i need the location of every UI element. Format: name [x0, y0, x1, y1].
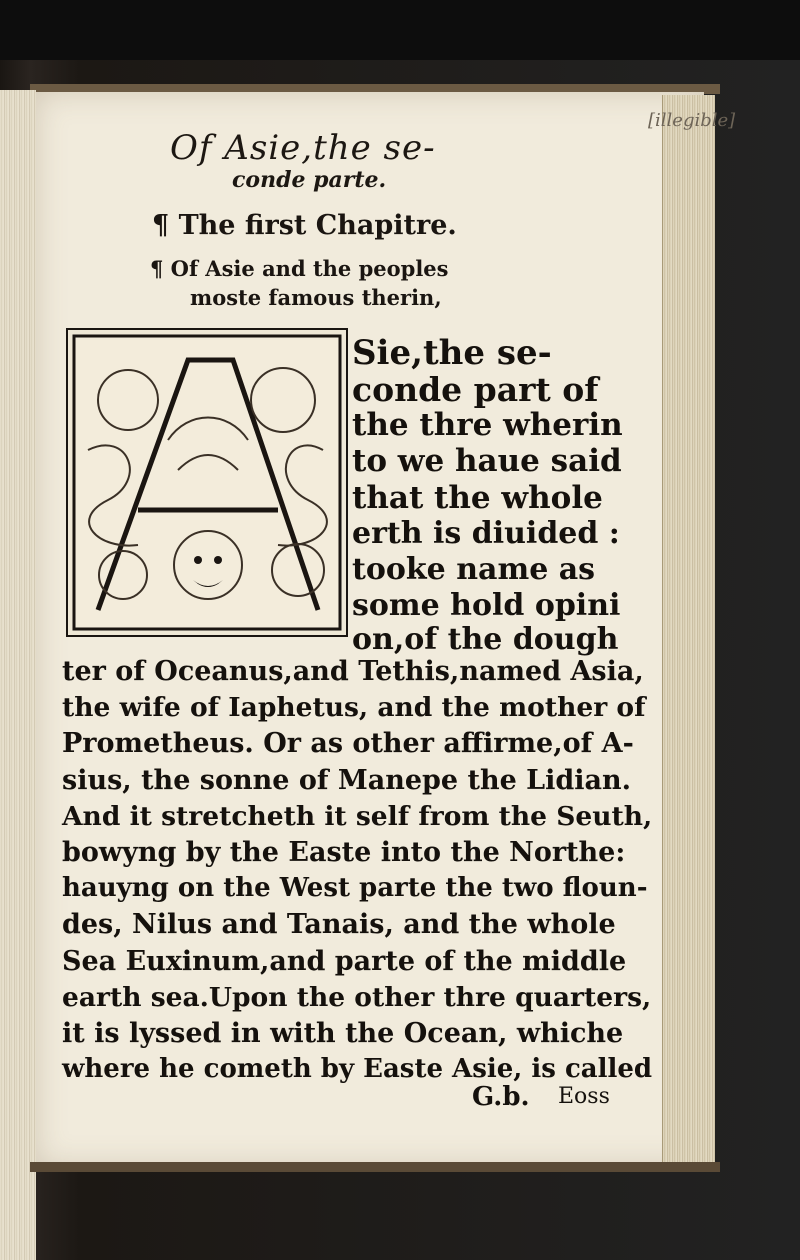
running-head-continuation: conde parte.: [232, 167, 387, 193]
margin-note: [illegible]: [648, 110, 736, 131]
signature-mark: G.b.: [472, 1082, 530, 1112]
ornament-woodcut-icon: [68, 330, 346, 635]
page-stack-left-edge: [0, 90, 36, 1260]
body-text-line: conde part of: [352, 370, 599, 409]
decorated-initial-a: [66, 328, 348, 637]
body-text-line: And it stretcheth it self from the Seuth,: [62, 800, 653, 832]
body-text-line: erth is diuided :: [352, 516, 620, 551]
running-head: Of Asie,the se-: [170, 128, 436, 168]
body-text-line: some hold opini: [352, 588, 621, 623]
body-text-line: des, Nilus and Tanais, and the whole: [62, 909, 616, 941]
page-stack-right-edge: [662, 95, 715, 1163]
page-bottom-edge: [30, 1162, 720, 1172]
chapter-subheading-line-2: moste famous therin,: [190, 285, 442, 310]
catchword: Eoss: [558, 1084, 610, 1109]
body-text-line: the thre wherin: [352, 407, 623, 443]
body-text-line: where he cometh by Easte Asie, is called: [62, 1054, 653, 1085]
body-text-line: ter of Oceanus,and Tethis,named Asia,: [62, 656, 644, 687]
chapter-subheading-line-1: ¶ Of Asie and the peoples: [150, 256, 449, 281]
body-text-line: it is lyssed in with the Ocean, whiche: [62, 1018, 624, 1049]
body-text-line: on,of the dough: [352, 622, 619, 657]
body-text-line: that the whole: [352, 480, 603, 516]
body-text-line: bowyng by the Easte into the Northe:: [62, 837, 626, 868]
body-text-line: sius, the sonne of Manepe the Lidian.: [62, 764, 632, 796]
body-text-line: Sie,the se-: [352, 333, 552, 373]
body-text-line: Sea Euxinum,and parte of the middle: [62, 945, 627, 977]
body-text-line: hauyng on the West parte the two floun-: [62, 873, 648, 904]
body-text-line: the wife of Iaphetus, and the mother of: [62, 692, 646, 724]
body-text-line: to we haue said: [352, 443, 622, 479]
body-text-line: Prometheus. Or as other affirme,of A-: [62, 728, 634, 760]
chapter-heading: ¶ The first Chapitre.: [152, 210, 457, 241]
body-text-line: earth sea.Upon the other thre quarters,: [62, 981, 652, 1013]
body-text-line: tooke name as: [352, 552, 596, 587]
